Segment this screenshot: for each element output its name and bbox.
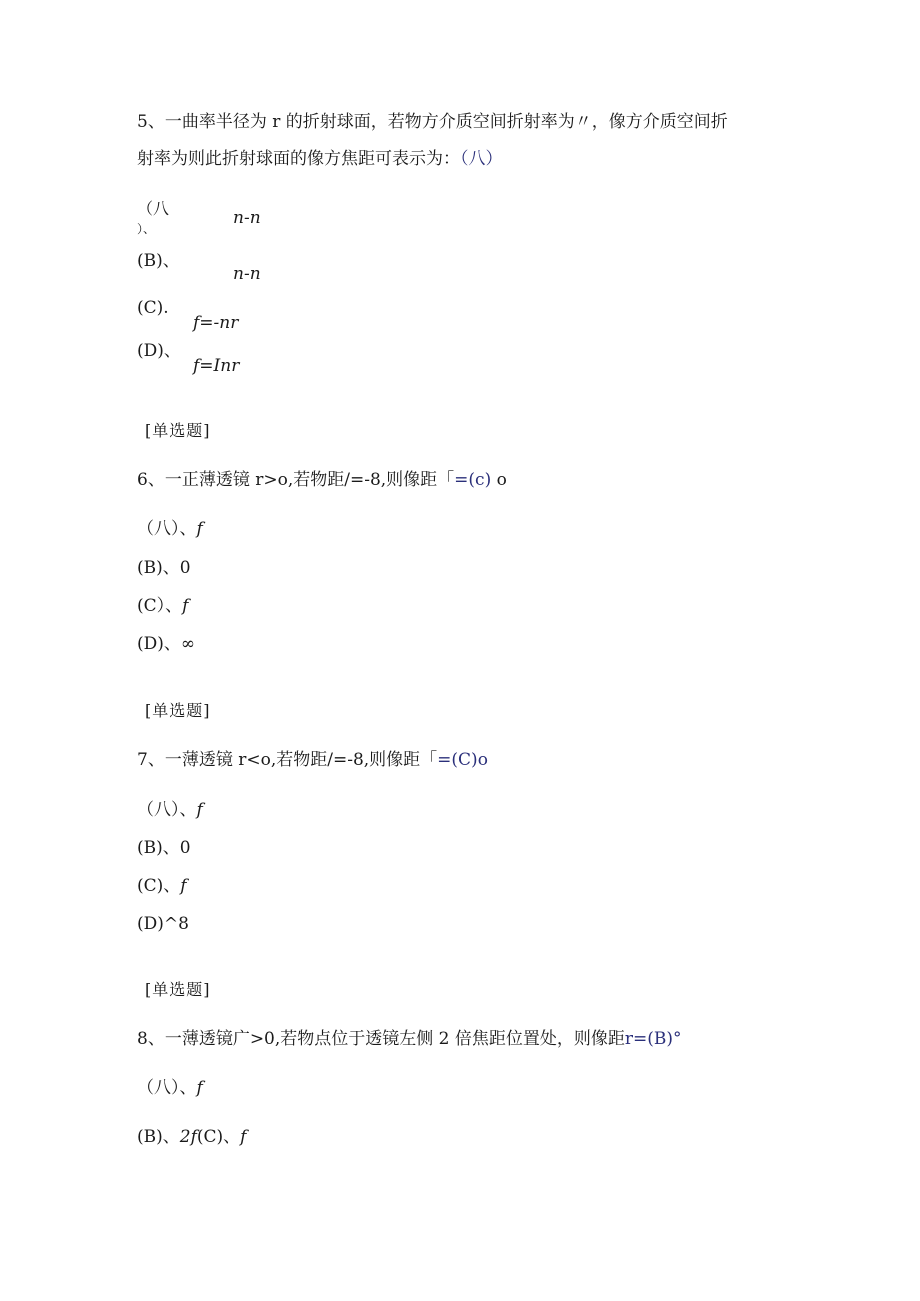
q6-option-d: (D)、∞	[137, 634, 196, 654]
q7-option-c-label: (C)、	[137, 876, 181, 896]
q7-option-a-label: （八）、	[137, 800, 197, 820]
q7-type-tag: [单选题]	[145, 701, 211, 720]
q7-answer: =(C)o	[437, 750, 488, 770]
q8-option-a	[137, 1080, 203, 1097]
q8-option-b-value: 2f	[179, 1127, 197, 1147]
q7-option-a-value: f	[196, 800, 203, 820]
q8-option-b-label: (B)、	[137, 1127, 180, 1147]
q6-type-tag: [单选题]	[145, 421, 211, 440]
q6-option-c-label: (C）、	[137, 596, 183, 616]
q7-option-b: (B)、0	[137, 838, 191, 858]
q5-option-c-formula: f=-nr	[193, 313, 239, 333]
q5-option-a-label-bottom: ）、	[137, 222, 156, 236]
q8-stem	[137, 1031, 682, 1048]
q7-option-a	[137, 802, 203, 819]
q5-answer: （八）	[460, 149, 503, 169]
q8-option-a-label: （八）、	[137, 1078, 197, 1098]
q7-option-c	[137, 878, 187, 895]
q6-stem-text: 6、一正薄透镜 r>o,若物距/=-8,则像距「	[137, 470, 455, 490]
q7-option-d: (D)^8	[137, 914, 189, 934]
q6-stem	[137, 472, 507, 489]
q5-option-b-formula: n-n	[233, 264, 261, 284]
q5-option-a-formula: n-n	[233, 208, 261, 228]
q6-option-a-label: （八）、	[137, 519, 197, 539]
q8-answer: r=(B)°	[624, 1029, 682, 1049]
q6-stem-end: o	[496, 470, 507, 490]
q6-option-b: (B)、0	[137, 558, 191, 578]
q6-option-a-value: f	[196, 519, 203, 539]
q6-option-a	[137, 521, 203, 538]
q5-option-a-label-top: （八	[137, 199, 170, 218]
q8-option-c-value: f	[240, 1127, 247, 1147]
q5-stem-line1: 5、一曲率半径为 r 的折射球面，若物方介质空间折射率为〃，像方介质空间折	[137, 112, 728, 132]
q5-stem-line2	[137, 151, 503, 168]
q5-option-c-label: (C).	[137, 298, 169, 318]
q6-option-c-value: f	[182, 596, 189, 616]
q5-option-b-label: (B)、	[137, 251, 180, 271]
q7-option-c-value: f	[180, 876, 187, 896]
q7-stem-text: 7、一薄透镜 r<o,若物距/=-8,则像距「	[137, 750, 438, 770]
q8-type-tag: [单选题]	[145, 980, 211, 999]
q8-option-bc	[137, 1129, 246, 1146]
q5-stem-text: 射率为则此折射球面的像方焦距可表示为：	[137, 149, 460, 169]
q8-option-a-value: f	[196, 1078, 203, 1098]
q8-option-c-label: (C)、	[196, 1127, 241, 1147]
q5-option-d-label: (D)、	[137, 341, 181, 361]
q6-option-c	[137, 598, 188, 615]
q8-stem-text: 8、一薄透镜广>0,若物点位于透镜左侧 2 倍焦距位置处，则像距	[137, 1029, 625, 1049]
q7-stem	[137, 752, 488, 769]
q6-answer: =(c)	[454, 470, 492, 490]
q5-option-d-formula: f=Inr	[193, 356, 240, 376]
